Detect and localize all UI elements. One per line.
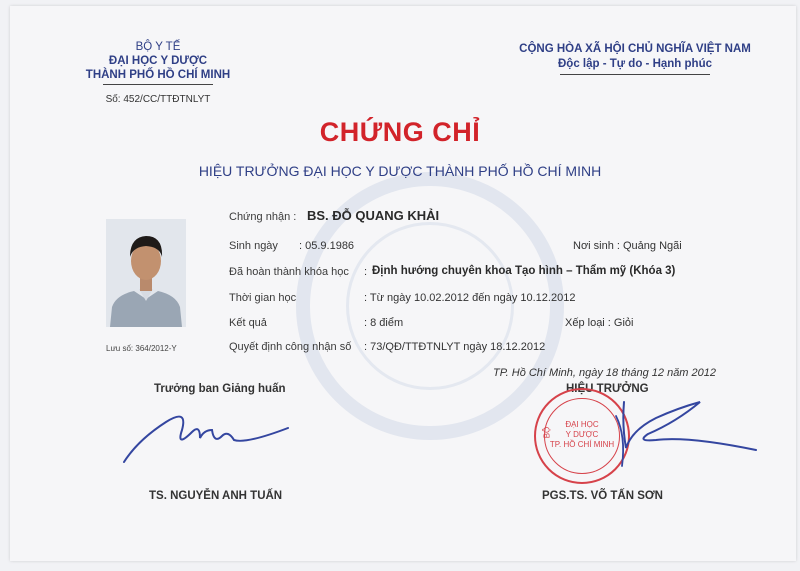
ministry-name: BỘ Y TẾ — [135, 41, 181, 53]
motto-divider — [560, 74, 710, 75]
national-header — [505, 42, 765, 75]
result-value: : 8 điểm — [364, 317, 404, 329]
period-label: Thời gian học — [229, 292, 297, 304]
result-label: Kết quả — [229, 317, 267, 329]
dob-label: Sinh ngày — [229, 240, 278, 252]
birthplace: Nơi sinh : Quảng Ngãi — [573, 240, 682, 252]
stamp-prefix: BỘ — [542, 426, 552, 439]
country-name: CỘNG HÒA XÃ HỘI CHỦ NGHĨA VIỆT NAM — [519, 43, 751, 55]
university-name-line1: ĐẠI HỌC Y DƯỢC — [108, 55, 208, 67]
national-motto: Độc lập - Tự do - Hạnh phúc — [558, 58, 712, 70]
certify-label: Chứng nhận : — [229, 211, 297, 223]
dob-value: : 05.9.1986 — [299, 240, 355, 252]
portrait-photo — [106, 219, 186, 327]
rank-value: Xếp loại : Giỏi — [565, 317, 634, 329]
certificate-number: Số: 452/CC/TTĐTNLYT — [105, 94, 211, 105]
decision-value: : 73/QĐ/TTĐTNLYT ngày 18.12.2012 — [364, 341, 546, 353]
university-name-line2: THÀNH PHỐ HỒ CHÍ MINH — [85, 69, 231, 81]
certificate-subtitle: HIỆU TRƯỞNG ĐẠI HỌC Y DƯỢC THÀNH PHỐ HỒ CHÍ MINH — [198, 163, 602, 179]
recipient-name: BS. ĐỖ QUANG KHẢI — [307, 208, 440, 223]
stamp-line2: Y DƯỢC — [565, 430, 599, 439]
portrait-image — [106, 219, 186, 327]
right-signer-name: PGS.TS. VÕ TẤN SƠN — [542, 490, 663, 502]
left-signature — [118, 400, 308, 470]
course-label: Đã hoàn thành khóa học — [229, 266, 349, 278]
left-signer-title: Trưởng ban Giảng huấn — [154, 383, 286, 395]
right-signer-title: HIỆU TRƯỞNG — [566, 383, 649, 395]
right-signature — [596, 396, 766, 476]
left-signer-name: TS. NGUYỄN ANH TUẤN — [149, 490, 283, 502]
archive-number: Lưu số: 364/2012-Y — [106, 344, 177, 353]
decision-label: Quyết định công nhận số — [229, 341, 352, 353]
course-colon: : — [364, 266, 368, 278]
stamp-line1: ĐẠI HỌC — [565, 420, 599, 429]
period-value: : Từ ngày 10.02.2012 đến ngày 10.12.2012 — [364, 292, 576, 304]
place-and-date: TP. Hồ Chí Minh, ngày 18 tháng 12 năm 2012 — [493, 367, 716, 379]
header-divider — [103, 84, 213, 85]
certificate-title: CHỨNG CHỈ — [319, 117, 481, 147]
issuer-header — [58, 40, 258, 107]
stamp-line3: TP. HỒ CHÍ MINH — [549, 440, 615, 449]
course-name: Định hướng chuyên khoa Tạo hình – Thẩm mỹ (Khóa 3) — [372, 265, 676, 277]
